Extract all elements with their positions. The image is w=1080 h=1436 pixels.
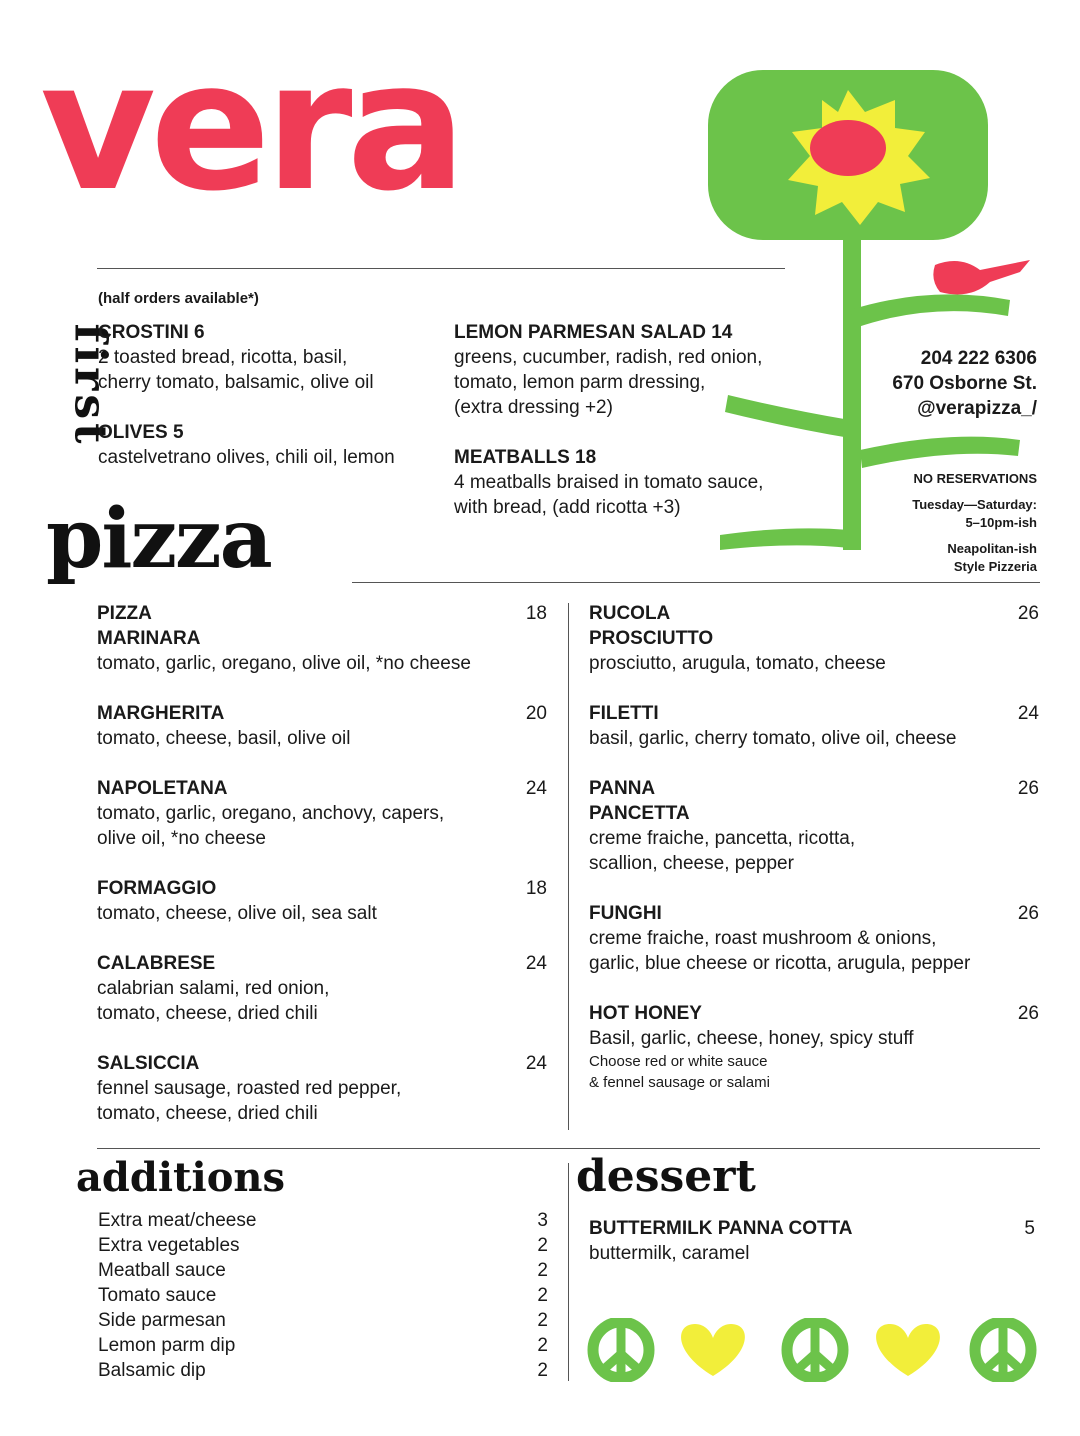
menu-item [97, 876, 547, 926]
column-divider [568, 603, 569, 1130]
item-price: 24 [525, 1053, 547, 1074]
item-name: CROSTINI 6 [98, 322, 205, 343]
additions-heading: additions [76, 1154, 286, 1201]
addition-item [98, 1208, 548, 1233]
addition-item [98, 1258, 548, 1283]
divider [97, 268, 785, 269]
hours-block [912, 470, 1037, 576]
item-desc: creme fraiche, pancetta, ricotta, [589, 828, 856, 849]
peace-icon [593, 1322, 649, 1378]
addition-name: Lemon parm dip [98, 1335, 236, 1356]
vera-logo: vera [40, 23, 461, 230]
dessert-heading: dessert [576, 1151, 756, 1202]
item-desc: calabrian salami, red onion, [97, 978, 330, 999]
item-desc: 2 toasted bread, ricotta, basil, [98, 347, 348, 368]
addition-name: Extra vegetables [98, 1235, 240, 1256]
first-heading: first [64, 323, 116, 448]
item-desc: 4 meatballs braised in tomato sauce, [454, 472, 764, 493]
decorative-icons-row [585, 1318, 1045, 1382]
item-desc: scallion, cheese, pepper [589, 853, 794, 874]
item-desc: tomato, cheese, dried chili [97, 1003, 318, 1024]
addition-name: Tomato sauce [98, 1285, 217, 1306]
style-line: Neapolitan-ish [947, 541, 1037, 556]
menu-item [454, 320, 804, 420]
item-name: SALSICCIA [97, 1053, 200, 1074]
menu-item [97, 951, 547, 1026]
addition-price: 2 [537, 1360, 548, 1381]
pizza-heading: pizza [46, 491, 271, 587]
divider [352, 582, 1040, 583]
addition-price: 2 [537, 1310, 548, 1331]
item-name: FORMAGGIO [97, 878, 217, 899]
item-name: NAPOLETANA [97, 778, 228, 799]
menu-item [97, 776, 547, 851]
style-line: Style Pizzeria [953, 559, 1037, 574]
item-desc: (extra dressing +2) [454, 397, 613, 418]
item-name: FILETTI [589, 703, 659, 724]
first-left-column [98, 320, 438, 470]
item-desc: tomato, garlic, oregano, anchovy, capers, [97, 803, 445, 824]
menu-item [589, 776, 1039, 876]
item-price: 26 [1017, 603, 1039, 624]
item-name: MARGHERITA [97, 703, 225, 724]
peace-icon [787, 1322, 843, 1378]
item-name: PANNA [589, 778, 656, 799]
item-desc: tomato, lemon parm dressing, [454, 372, 706, 393]
hours: 5–10pm-ish [965, 515, 1037, 530]
menu-item [98, 420, 438, 470]
heart-icon [681, 1324, 745, 1376]
item-name: CALABRESE [97, 953, 216, 974]
addition-price: 2 [537, 1235, 548, 1256]
menu-item [454, 445, 804, 520]
addition-item [98, 1308, 548, 1333]
item-desc: prosciutto, arugula, tomato, cheese [589, 653, 886, 674]
menu-item [98, 320, 438, 395]
addition-price: 2 [537, 1335, 548, 1356]
item-price: 24 [525, 953, 547, 974]
addition-price: 2 [537, 1260, 548, 1281]
item-name: OLIVES 5 [98, 422, 184, 443]
item-price: 18 [525, 603, 547, 624]
addition-price: 2 [537, 1285, 548, 1306]
divider [97, 1148, 1040, 1149]
item-name: HOT HONEY [589, 1003, 702, 1024]
address: 670 Osborne St. [892, 373, 1037, 394]
item-name: BUTTERMILK PANNA COTTA [589, 1218, 853, 1239]
item-desc: basil, garlic, cherry tomato, olive oil, cheese [589, 728, 957, 749]
item-name: PIZZA [97, 603, 152, 624]
menu-item [97, 1051, 547, 1126]
item-name: LEMON PARMESAN SALAD 14 [454, 322, 733, 343]
item-price: 26 [1017, 778, 1039, 799]
item-name: PANCETTA [589, 803, 690, 824]
item-desc: tomato, garlic, oregano, olive oil, *no cheese [97, 653, 471, 674]
item-name: MARINARA [97, 628, 201, 649]
pizza-right-column [589, 601, 1039, 1093]
addition-price: 3 [537, 1210, 548, 1231]
item-desc: fennel sausage, roasted red pepper, [97, 1078, 402, 1099]
half-orders-note: (half orders available*) [98, 290, 259, 307]
item-desc: olive oil, *no cheese [97, 828, 266, 849]
item-name: PROSCIUTTO [589, 628, 714, 649]
menu-item [97, 701, 547, 751]
item-desc: tomato, cheese, basil, olive oil [97, 728, 351, 749]
item-desc: buttermilk, caramel [589, 1243, 750, 1264]
item-desc: tomato, cheese, dried chili [97, 1103, 318, 1124]
item-price: 24 [525, 778, 547, 799]
item-note: Choose red or white sauce [589, 1053, 768, 1070]
column-divider [568, 1163, 569, 1381]
item-desc: garlic, blue cheese or ricotta, arugula, pepper [589, 953, 971, 974]
addition-item [98, 1283, 548, 1308]
item-desc: Basil, garlic, cheese, honey, spicy stuff [589, 1028, 914, 1049]
reservations-note: NO RESERVATIONS [913, 471, 1037, 486]
item-desc: creme fraiche, roast mushroom & onions, [589, 928, 937, 949]
item-name: RUCOLA [589, 603, 671, 624]
item-price: 26 [1017, 903, 1039, 924]
social-handle[interactable]: @verapizza_/ [917, 398, 1037, 419]
menu-item [97, 601, 547, 676]
item-price: 26 [1017, 1003, 1039, 1024]
item-price: 5 [1024, 1218, 1035, 1239]
menu-item [589, 601, 1039, 676]
item-desc: castelvetrano olives, chili oil, lemon [98, 447, 395, 468]
addition-item [98, 1333, 548, 1358]
menu-item [589, 701, 1039, 751]
item-desc: greens, cucumber, radish, red onion, [454, 347, 763, 368]
item-name: MEATBALLS 18 [454, 447, 597, 468]
addition-item [98, 1358, 548, 1383]
days: Tuesday—Saturday: [912, 497, 1037, 512]
pizza-left-column [97, 601, 547, 1126]
first-right-column [454, 320, 804, 520]
addition-name: Balsamic dip [98, 1360, 206, 1381]
item-note: & fennel sausage or salami [589, 1074, 770, 1091]
item-price: 20 [525, 703, 547, 724]
dessert-item [589, 1216, 1039, 1266]
item-desc: with bread, (add ricotta +3) [454, 497, 681, 518]
menu-item [589, 1001, 1039, 1093]
addition-name: Meatball sauce [98, 1260, 226, 1281]
heart-icon [876, 1324, 940, 1376]
addition-item [98, 1233, 548, 1258]
phone-number[interactable]: 204 222 6306 [920, 348, 1037, 369]
item-price: 18 [525, 878, 547, 899]
item-price: 24 [1017, 703, 1039, 724]
item-name: FUNGHI [589, 903, 662, 924]
contact-block [892, 346, 1037, 421]
addition-name: Extra meat/cheese [98, 1210, 257, 1231]
item-desc: cherry tomato, balsamic, olive oil [98, 372, 374, 393]
peace-icon [975, 1322, 1031, 1378]
addition-name: Side parmesan [98, 1310, 226, 1331]
menu-item [589, 901, 1039, 976]
item-desc: tomato, cheese, olive oil, sea salt [97, 903, 377, 924]
